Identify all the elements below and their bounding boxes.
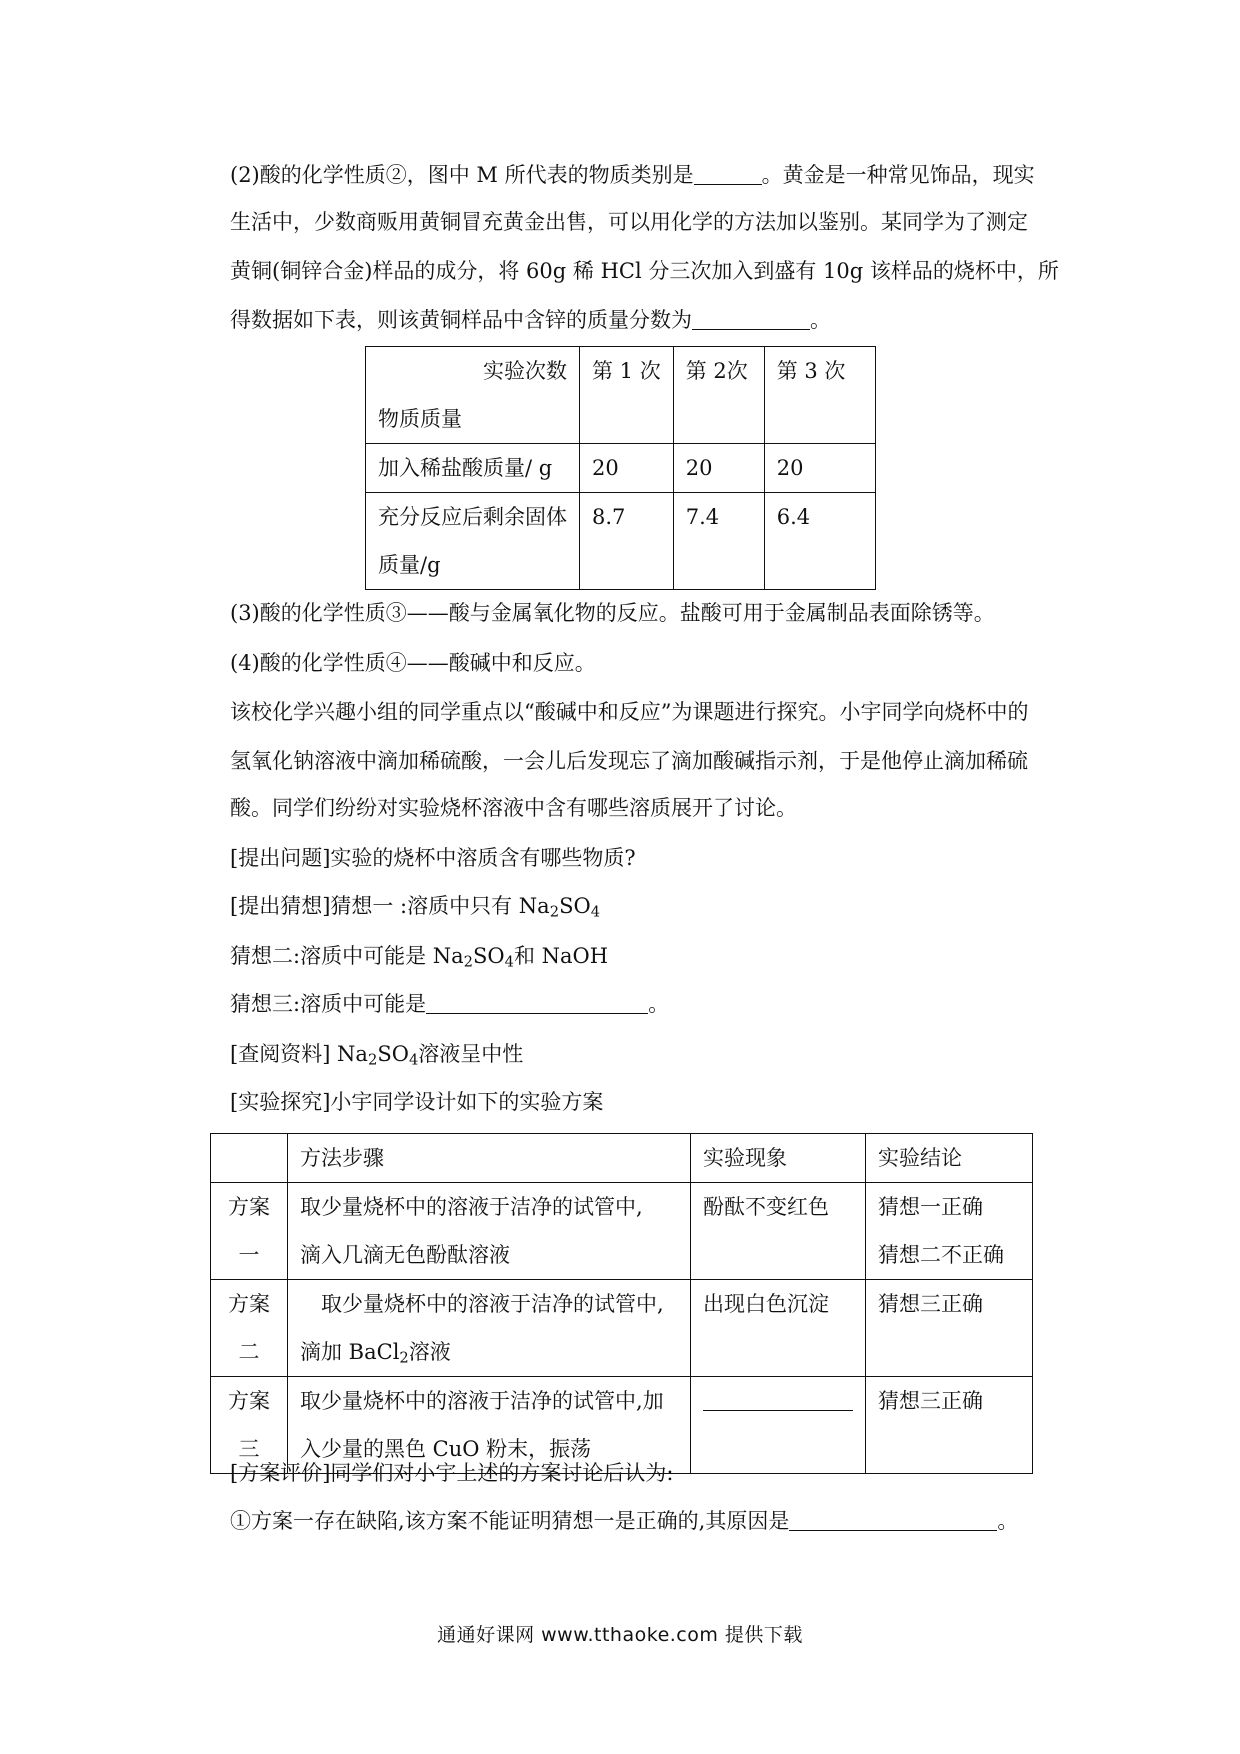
intro-line2: 氢氧化钠溶液中滴加稀硫酸，一会儿后发现忘了滴加酸碱指示剂，于是他停止滴加稀硫 [230,749,1028,773]
blank-guess3[interactable] [426,993,648,1014]
para2-line3: 黄铜(铜锌合金)样品的成分，将 60g 稀 HCl 分三次加入到盛有 10g 该样品的烧杯中，所 [230,259,1059,283]
table-cell: 20 [580,444,674,493]
table-col-header: 实验现象 [691,1134,866,1183]
plan-steps: 取少量烧杯中的溶液于洁净的试管中, 滴加 BaCl$_2$溶液 [288,1280,691,1377]
plan-phenomenon: 出现白色沉淀 [691,1280,866,1377]
guess3: 猜想三:溶质中可能是 。 [230,992,670,1016]
plan-steps: 取少量烧杯中的溶液于洁净的试管中,加 入少量的黑色 CuO 粉末，振荡 [288,1377,691,1474]
table-col-header: 实验结论 [866,1134,1033,1183]
table-col-header: 第 2次 [673,347,764,444]
table-row [211,1280,1033,1377]
data-table [365,346,876,590]
plan-label: 方案 三 [211,1377,288,1474]
table-cell: 7.4 [673,493,764,590]
table-cell: 6.4 [764,493,875,590]
plan-label: 方案 一 [211,1183,288,1280]
table-cell: 20 [673,444,764,493]
blank-category[interactable] [694,164,762,185]
defect-question: ①方案一存在缺陷,该方案不能证明猜想一是正确的,其原因是 。 [230,1509,1019,1533]
plan-phenomenon: 酚酞不变红色 [691,1183,866,1280]
para4: (4)酸的化学性质④——酸碱中和反应。 [230,651,596,675]
reference: [查阅资料] $Na_2SO_4$溶液呈中性 [230,1042,524,1069]
blank-defect-reason[interactable] [789,1510,997,1531]
table-row [211,1183,1033,1280]
table-col-header: 第 3 次 [764,347,875,444]
para2-line2: 生活中，少数商贩用黄铜冒充黄金出售，可以用化学的方法加以鉴别。某同学为了测定 [230,210,1028,234]
para2-line4: 得数据如下表，则该黄铜样品中含锌的质量分数为 。 [230,308,831,332]
plan-steps: 取少量烧杯中的溶液于洁净的试管中, 滴入几滴无色酚酞溶液 [288,1183,691,1280]
intro-line3: 酸。同学们纷纷对实验烧杯溶液中含有哪些溶质展开了讨论。 [230,796,797,820]
evaluation: [方案评价]同学们对小宇上述的方案讨论后认为: [230,1461,674,1485]
plan-label: 方案 二 [211,1280,288,1377]
plan-conclusion: 猜想一正确 猜想二不正确 [866,1183,1033,1280]
question: [提出问题]实验的烧杯中溶质含有哪些物质? [230,846,636,870]
explore: [实验探究]小宇同学设计如下的实验方案 [230,1090,604,1114]
guess1: [提出猜想]猜想一 :溶质中只有 $Na_2SO_4$ [230,894,601,921]
table-col-header: 第 1 次 [580,347,674,444]
table-header-cell: 实验次数 物质质量 [366,347,580,444]
guess2: 猜想二:溶质中可能是 $Na_2SO_4$和 NaOH [230,944,609,971]
para3: (3)酸的化学性质③——酸与金属氧化物的反应。盐酸可用于金属制品表面除锈等。 [230,601,995,625]
para2-line1: (2)酸的化学性质②，图中 M 所代表的物质类别是 。黄金是一种常见饰品，现实 [230,163,1035,187]
table-col-header: 方法步骤 [288,1134,691,1183]
table-cell: 20 [764,444,875,493]
plan-conclusion: 猜想三正确 [866,1377,1033,1474]
table-row-label: 充分反应后剩余固体 质量/g [366,493,580,590]
blank-phenomenon[interactable] [703,1390,853,1411]
experiment-table [210,1133,1033,1474]
table-row-label: 加入稀盐酸质量/ g [366,444,580,493]
plan-conclusion: 猜想三正确 [866,1280,1033,1377]
blank-zinc-fraction[interactable] [692,309,810,330]
table-cell: 8.7 [580,493,674,590]
table-header-cell [211,1134,288,1183]
intro-line1: 该校化学兴趣小组的同学重点以“酸碱中和反应”为课题进行探究。小宇同学向烧杯中的 [230,700,1029,724]
footer-source: 通通好课网 www.tthaoke.com 提供下载 [437,1624,803,1646]
